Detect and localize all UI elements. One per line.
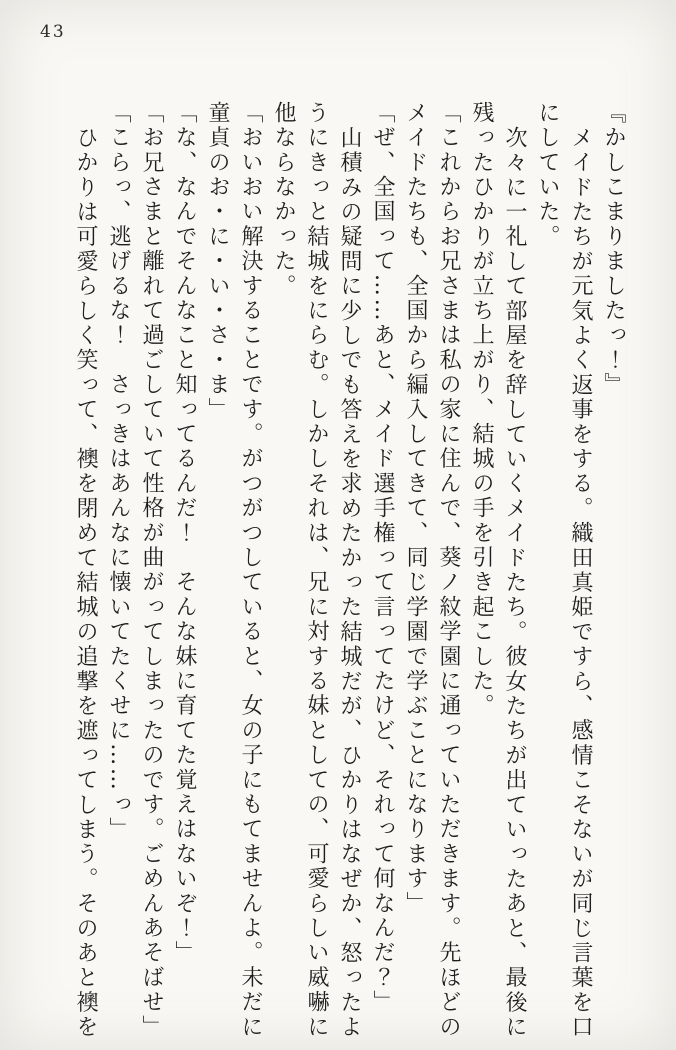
page-text-block <box>69 101 630 1043</box>
paragraph: 『かしこまりましたっ！』 <box>601 101 626 398</box>
paragraph: 次々に一礼して部屋を辞していくメイドたち。彼女たちが出ていったあと、最後に残ったひかりが立ち上がり、結城の手を引き起こした。 <box>469 101 527 1040</box>
paragraph: 「お兄さまと離れて過ごしていて性格が曲がってしまったのです。ごめんあそばせ」 <box>139 101 164 1040</box>
paragraph: 「ぜ、全国って……あと、メイド選手権って言ってたけど、それって何なんだ？」 <box>370 101 395 1015</box>
paragraph: 「こらっ、逃げるな！ さっきはあんなに懐いてたくせに……っ」 <box>106 101 131 842</box>
page-number: 43 <box>40 22 66 42</box>
paragraph: メイドたちが元気よく返事をする。織田真姫ですら、感情こそないが同じ言葉を口にしていた。 <box>535 101 593 1040</box>
paragraph: 「おいおい解決することです。がつがつしていると、女の子にもてませんよ。未だに童貞のお・に・い・さ・ま」 <box>205 101 263 1040</box>
paragraph: 「これからお兄さまは私の家に住んで、葵ノ紋学園に通っていただきます。先ほどのメイドたちも、全国から編入してきて、同じ学園で学ぶことになります」 <box>403 101 461 1040</box>
paragraph: 山積みの疑問に少しでも答えを求めたかった結城だが、ひかりはなぜか、怒ったようにきっと結城をにらむ。しかしそれは、兄に対する妹としての、可愛らしい威嚇に他ならなかった。 <box>271 101 362 1040</box>
paragraph: 「な、なんでそんなこと知ってるんだ！ そんな妹に育てた覚えはないぞ！」 <box>172 101 197 966</box>
paragraph: ひかりは可愛らしく笑って、襖を閉めて結城の追撃を遮ってしまう。そのあと襖を <box>73 125 98 1040</box>
